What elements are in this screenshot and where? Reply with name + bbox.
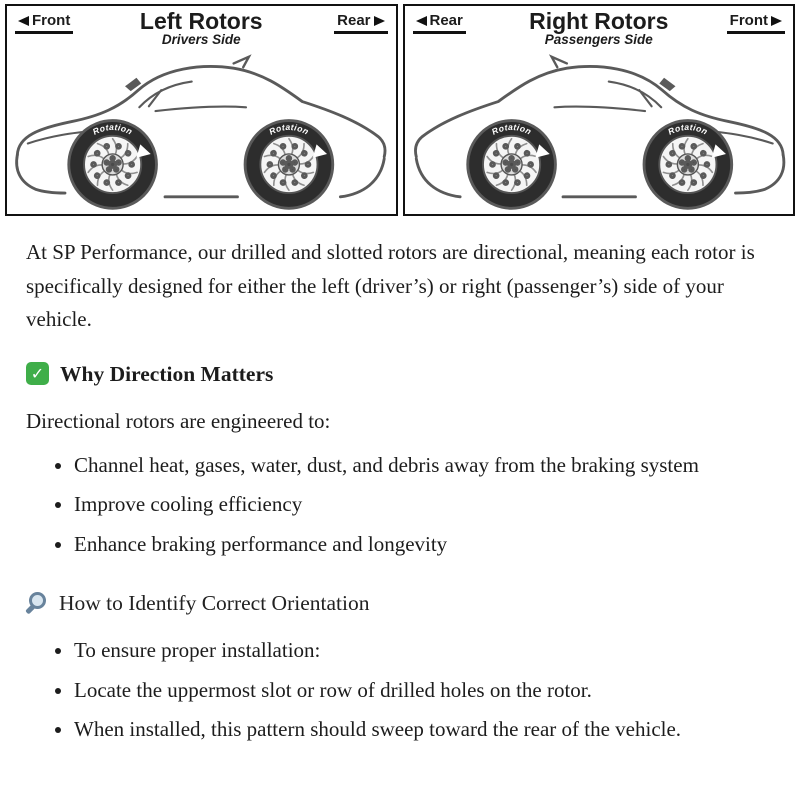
rear-label: Rear	[337, 12, 371, 29]
rear-direction-label	[413, 13, 466, 34]
rotation-label: Rotation	[665, 121, 710, 137]
list-item: • Locate the uppermost slot or row of drilled holes on the rotor.	[74, 674, 774, 708]
arrow-right-icon	[771, 16, 782, 26]
panel-subtitle: Drivers Side	[161, 32, 241, 48]
rotation-label: Rotation	[91, 121, 135, 137]
why-direction-matters-heading	[26, 357, 774, 391]
left-rotors-panel	[5, 4, 398, 216]
list-item: • Improve cooling efficiency	[74, 488, 774, 522]
left-car-illustration	[7, 52, 396, 214]
right-car-illustration	[405, 52, 794, 214]
front-label: Front	[32, 12, 71, 29]
arrow-left-icon	[416, 16, 427, 26]
intro-paragraph: At SP Performance, our drilled and slotted rotors are directional, meaning each rotor is specifically designed for either the left (driver’s) or right (passenger’s) side of your vehicle.	[26, 240, 755, 332]
heading-text: How to Identify Correct Orientation	[59, 590, 370, 615]
rear-label: Rear	[429, 12, 463, 29]
list-item: • When installed, this pattern should sweep toward the rear of the vehicle.	[74, 713, 774, 747]
arrow-left-icon	[18, 16, 29, 26]
rotor-direction-diagram	[0, 0, 800, 216]
arrow-right-icon	[374, 16, 385, 26]
article-content	[0, 216, 800, 783]
rotation-label: Rotation	[489, 121, 533, 137]
panel-title: Right Rotors	[529, 8, 669, 34]
left-panel-titles	[140, 9, 263, 48]
panel-subtitle: Passengers Side	[544, 32, 653, 48]
left-panel-header	[7, 6, 396, 52]
why-section-lead: Directional rotors are engineered to:	[26, 409, 331, 434]
magnifier-icon	[26, 592, 48, 614]
front-direction-label	[15, 13, 73, 34]
rotation-label: Rotation	[267, 121, 311, 137]
identify-orientation-heading	[26, 586, 774, 620]
check-icon	[26, 362, 49, 385]
list-item: • Channel heat, gases, water, dust, and debris away from the braking system	[74, 449, 774, 483]
right-rotors-panel	[403, 4, 796, 216]
front-label: Front	[729, 12, 768, 29]
list-item: • To ensure proper installation:	[74, 634, 774, 668]
list-item: • Enhance braking performance and longevity	[74, 528, 774, 562]
identify-section-bullet-list	[26, 634, 774, 747]
right-panel-header	[405, 6, 794, 52]
front-direction-label	[727, 13, 785, 34]
rear-direction-label	[334, 13, 387, 34]
right-panel-titles	[529, 9, 668, 48]
panel-title: Left Rotors	[139, 8, 263, 34]
why-section-bullet-list	[26, 449, 774, 562]
heading-text: Why Direction Matters	[60, 361, 274, 386]
